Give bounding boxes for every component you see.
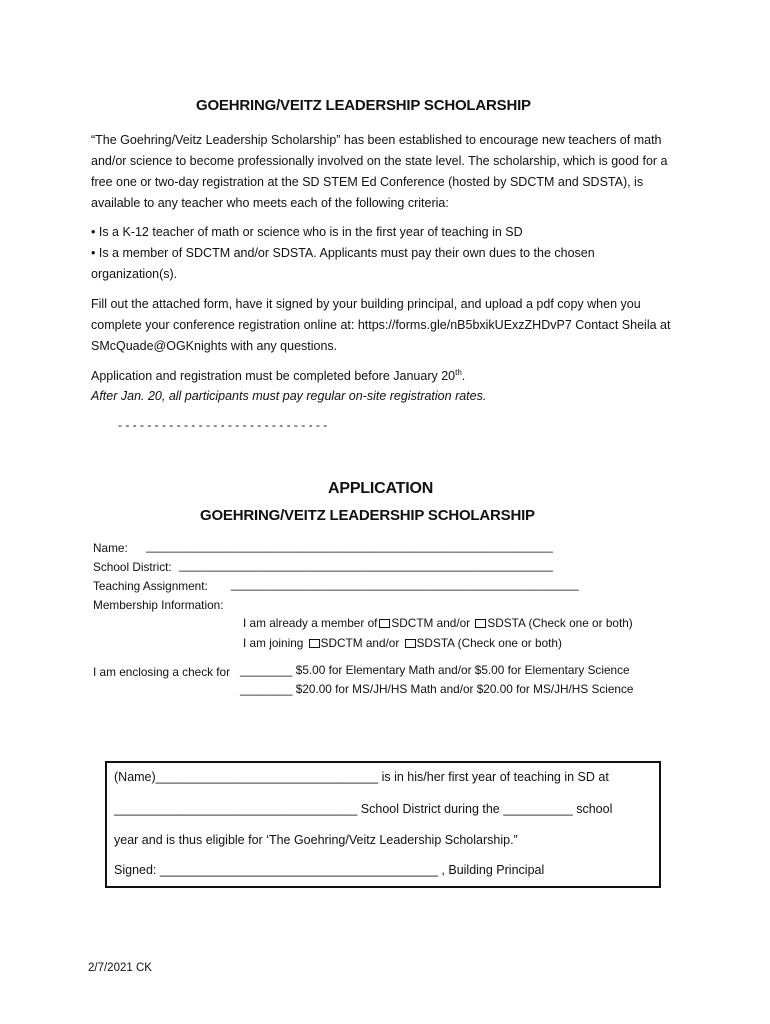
membership-already-prefix: I am already a member of [243, 616, 378, 630]
page-title: GOEHRING/VEITZ LEADERSHIP SCHOLARSHIP [196, 97, 531, 114]
cut-line-divider: - - - - - - - - - - - - - - - - - - - - - - - - - - - - - [118, 418, 328, 432]
teaching-assignment-field-line[interactable]: _____________________________________________________ [231, 577, 579, 591]
membership-joining-prefix: I am joining [243, 636, 307, 650]
membership-already-sdctm-label: SDCTM and/or [391, 616, 474, 630]
certification-line-1[interactable]: (Name)________________________________ is in his/her first year of teaching in SD at [114, 770, 609, 784]
application-subheading: GOEHRING/VEITZ LEADERSHIP SCHOLARSHIP [200, 507, 535, 524]
teaching-assignment-label: Teaching Assignment: [93, 579, 208, 593]
deadline-text [91, 366, 691, 387]
checkbox-joining-sdsta[interactable] [405, 639, 416, 648]
school-district-label: School District: [93, 560, 172, 574]
check-option-elementary[interactable]: ________ $5.00 for Elementary Math and/or $5.00 for Elementary Science [240, 663, 630, 677]
certification-line-2[interactable]: ___________________________________ School District during the __________ school [114, 802, 613, 816]
deadline-note: After Jan. 20, all participants must pay regular on-site registration rates. [91, 389, 487, 403]
name-field-line[interactable]: ______________________________________________________________ [146, 539, 553, 553]
deadline-superscript: th [455, 367, 462, 377]
instructions-paragraph: Fill out the attached form, have it signed by your building principal, and upload a pdf copy when you complete your conference registration online at: https://forms.gle/nB5bxikUExzZHDvP7 Contact Sheila at SMcQuade@OGKnights with any questions. [91, 297, 671, 353]
footer-date: 2/7/2021 CK [88, 962, 152, 974]
checkbox-already-sdctm[interactable] [379, 619, 390, 628]
intro-paragraph: “The Goehring/Veitz Leadership Scholarship” has been established to encourage new teachers of math and/or science to become professionally involved on the state level. The scholarship, which is good for a free one or two-day registration at the SD STEM Ed Conference (hosted by SDCTM and SDSTA), is available to any teacher who meets each of the following criteria: [91, 133, 668, 210]
certification-line-3: year and is thus eligible for ‘The Goehring/Veitz Leadership Scholarship.” [114, 833, 518, 847]
application-heading: APPLICATION [328, 480, 434, 497]
checkbox-joining-sdctm[interactable] [309, 639, 320, 648]
membership-label: Membership Information: [93, 598, 224, 612]
deadline-end: . [461, 369, 466, 383]
principal-certification-box [105, 761, 661, 888]
checkbox-already-sdsta[interactable] [475, 619, 486, 628]
membership-already-row [243, 616, 633, 630]
membership-already-sdsta-label: SDSTA (Check one or both) [487, 616, 633, 630]
membership-joining-sdsta-label: SDSTA (Check one or both) [416, 636, 562, 650]
check-label: I am enclosing a check for [93, 665, 231, 679]
criteria-item-2: • Is a member of SDCTM and/or SDSTA. Applicants must pay their own dues to the chosen organization(s). [91, 246, 595, 281]
membership-joining-sdctm-label: SDCTM and/or [320, 636, 403, 650]
principal-signature-line[interactable]: Signed: ________________________________________ , Building Principal [114, 863, 545, 877]
name-label: Name: [93, 541, 128, 555]
school-district-field-line[interactable]: _________________________________________________________ [179, 558, 553, 572]
membership-joining-row [243, 636, 562, 650]
deadline-main: Application and registration must be completed before January 20 [91, 369, 456, 383]
check-option-ms-jh-hs[interactable]: ________ $20.00 for MS/JH/HS Math and/or $20.00 for MS/JH/HS Science [240, 682, 634, 696]
criteria-item-1: • Is a K-12 teacher of math or science who is in the first year of teaching in SD [91, 225, 523, 239]
